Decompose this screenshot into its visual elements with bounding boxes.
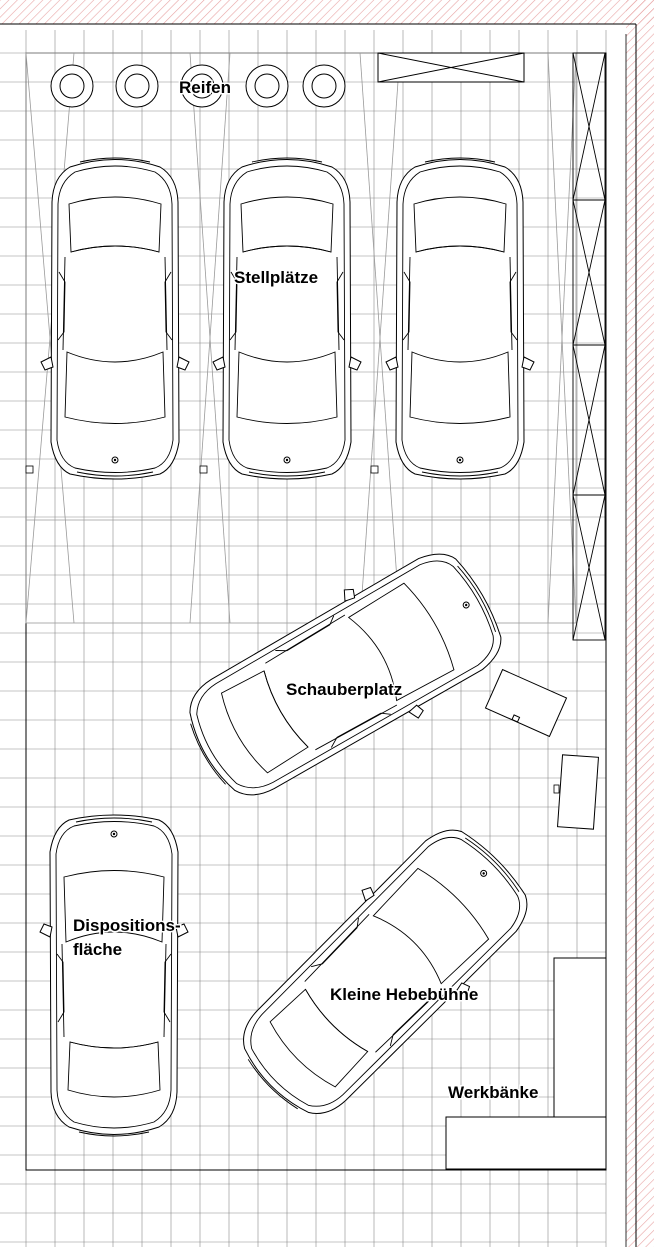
label-werkbaenke: Werkbänke [448, 1083, 539, 1102]
parked-car-1 [41, 158, 189, 479]
label-dispositionsflaeche-line2: fläche [73, 940, 123, 959]
label-dispositionsflaeche-line1: Dispositions- [73, 916, 181, 935]
parked-car-3 [386, 158, 534, 479]
label-reifen: Reifen [179, 78, 231, 97]
trolley [558, 755, 599, 829]
label-stellplaetze: Stellplätze [234, 268, 319, 287]
storage-shelf [573, 53, 605, 640]
top-cabinet [378, 53, 524, 82]
disposition-car [40, 815, 188, 1136]
tool-cart [485, 670, 566, 737]
parked-car-2 [213, 158, 361, 479]
label-schauberplatz: Schauberplatz [286, 680, 403, 699]
label-kleine-hebebuehne: Kleine Hebebühne [330, 985, 479, 1004]
